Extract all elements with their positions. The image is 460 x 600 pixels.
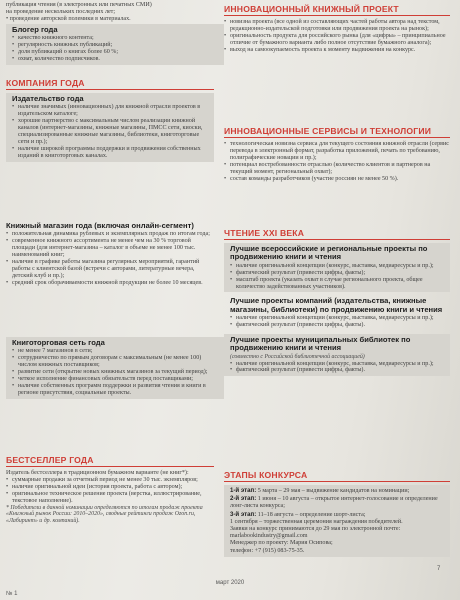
bestseller-section: [6, 455, 214, 525]
list-item: • не менее 7 магазинов в сети;: [12, 348, 220, 355]
list-item: • средний срок оборачиваемости книжной продукции не более 10 месяцев.: [6, 280, 214, 287]
list-item: • оригинальность продукта для российского рынка (для «цифры» – принципиальное отличие от бумажного варианта либо полное отсутствие бумажного аналога);: [224, 33, 450, 47]
bookstore-block: [6, 222, 214, 287]
issue-date: март 2020: [215, 580, 245, 586]
issue-number: № 1: [6, 591, 18, 597]
blogger-title: Блогер года: [12, 25, 58, 34]
list-item: • развитие сети (открытие новых книжных магазинов за текущий период);: [12, 369, 220, 376]
list-item: • качество книжного контента;: [12, 35, 220, 42]
bestseller-criteria: [6, 477, 214, 505]
companies-block: [224, 297, 450, 329]
list-item: • наличие оригинальной концепции (конкурс, выставка, медиаресурсы и пр.);: [230, 361, 446, 368]
stage-line: [230, 495, 446, 510]
list-item: • регулярность книжных публикаций;: [12, 42, 220, 49]
best-projects-block: [224, 243, 450, 292]
list-item: • наличие широкой программы поддержки и продвижения собственных изданий в книготорговых каналах.: [12, 146, 210, 160]
stages-block: [224, 485, 450, 557]
list-item: • суммарные продажи за отчетный период не менее 30 тыс. экземпляров;: [6, 477, 214, 484]
list-item: • современное книжного ассортимента не менее чем на 30 % торговой площади (для интернет-магазина – каталог в объеме не менее 100 тыс. наименований книг;: [6, 238, 214, 259]
innovation-project-criteria: [224, 19, 450, 54]
company-heading: КОМПАНИЯ ГОДА: [6, 78, 214, 90]
network-criteria: [12, 348, 220, 396]
reading-heading: ЧТЕНИЕ XXI ВЕКА: [224, 228, 450, 240]
list-item: • хорошие партнерство с максимальным числом реализации книжной каналов (интернет-магазины, книжные магазины, ПМСС сети, киоски, специализированные книжные магазины, библиотеки, книготорговые сети и пр.);: [12, 118, 210, 146]
stages-heading: ЭТАПЫ КОНКУРСА: [224, 470, 450, 482]
list-item: • наличие значимых (инновационных) для книжной отрасли проектов в издательском каталоге;: [12, 104, 210, 118]
bookstore-title: Книжный магазин года (включая онлайн-сегмент): [6, 221, 194, 230]
stage-label: 3-й этап:: [230, 510, 257, 518]
innovation-project-section: [224, 4, 450, 54]
list-item: • охват, количество подписчиков.: [12, 56, 220, 63]
list-item: • фактический результат (привести цифры, факты).: [230, 322, 446, 329]
bestseller-heading: БЕСТСЕЛЛЕР ГОДА: [6, 455, 214, 467]
submission-line: [230, 526, 446, 540]
stage-text: 5 марта – 29 мая – выдвижение кандидатов на номинации;: [256, 488, 410, 494]
innovation-services-heading: ИННОВАЦИОННЫЕ СЕРВИСЫ И ТЕХНОЛОГИИ: [224, 126, 450, 138]
companies-criteria: [230, 315, 446, 329]
list-item: • новизна проекта (все одной из составляющих частей работы автора над текстом, редакционно-издательской подготовки или продвижения проекта на рынок);: [224, 19, 450, 33]
bestseller-footnote: * Победители в данной номинации определяются по итогам продаж проекта «Книжный рынок России: 2010–2020», сводные рейтинги продаж Ozon.ru, «Лабиринт» и др. компаний).: [6, 504, 203, 524]
stage-text: 1 сентября – торжественная церемония награждения победителей.: [230, 518, 403, 525]
list-item: • наличие оригинальной идеи (история проекта, работа с автором);: [6, 484, 214, 491]
intro-line-2: на проведение нескольких последних лет;: [6, 8, 116, 15]
libraries-block: [224, 334, 450, 376]
list-item: • выход на самоокупаемость проекта к моменту выдвижения на конкурс.: [224, 47, 450, 54]
publisher-title: Издательство года: [12, 94, 84, 103]
blogger-criteria: [12, 35, 220, 63]
innovation-services-section: [224, 126, 450, 182]
list-item: • фактический результат (привести цифры, факты);: [230, 270, 446, 277]
innovation-services-criteria: [224, 141, 450, 182]
stage-label: 1-й этап:: [230, 487, 257, 494]
publisher-criteria: [12, 104, 210, 159]
stage-line: [230, 519, 446, 526]
stage-label: 2-й этап:: [230, 495, 257, 503]
list-item: • четкое исполнение финансовых обязательств перед поставщиками;: [12, 376, 220, 383]
bestseller-intro: Издатель бестселлера в традиционном бумажном варианте (не книг*):: [6, 470, 189, 476]
blogger-block: [6, 24, 224, 65]
list-item: • наличие собственных программ поддержки и развития чтения и книги в регионе присутствия, социальные проекты.: [12, 383, 220, 397]
list-item: • фактический результат (привести цифры, факты).: [230, 367, 446, 374]
list-item: • положительная динамика рублевых и экземплярных продаж по итогам года;: [6, 231, 214, 238]
intro-line-1: публикация чтения (в электронных или печатных СМИ): [6, 2, 152, 8]
reading-section: [224, 228, 450, 381]
manager-line: [230, 540, 446, 547]
stages-section: [224, 470, 450, 562]
stage-line: [230, 487, 446, 495]
stage-text: 1 июня – 10 августа – открытое интернет-голосование и определение лонг-листа конкурса;: [230, 496, 438, 510]
intro-line-3: • проведение авторской полемики в материалах.: [6, 15, 131, 22]
list-item: • потенциал востребованности отраслью (количество клиентов и партнеров на текущий момент, региональный охват);: [224, 162, 450, 176]
list-item: • наличие оригинальной концепции (конкурс, выставка, медиаресурсы и пр.);: [230, 263, 446, 270]
innovation-project-heading: ИННОВАЦИОННЫЙ КНИЖНЫЙ ПРОЕКТ: [224, 4, 450, 16]
best-projects-title: Лучшие всероссийские и региональные проекты по продвижению книги и чтения: [230, 244, 428, 262]
network-title: Книготорговая сеть года: [12, 338, 105, 347]
network-block: [6, 337, 224, 399]
list-item: • наличие оригинальной концепции (конкурс, выставка, медиаресурсы и пр.);: [230, 315, 446, 322]
best-projects-criteria: [230, 263, 446, 291]
intro-block: [6, 2, 214, 23]
publisher-block: [6, 93, 214, 162]
list-item: • оригинальное техническое решение проекта (верстка, иллюстрирование, текстовое наполнение).: [6, 491, 214, 505]
submission-text: Заявки на конкурс принимаются до 29 мая по электронной почте: marlabookindustry@gmail.com: [230, 526, 401, 540]
page-number: 7: [437, 566, 441, 572]
stage-line: [230, 511, 446, 519]
company-section: [6, 78, 214, 167]
manager-text: Менеджер по проекту: Мария Осипова;: [230, 540, 333, 547]
libraries-subtitle: (совместно с Российской библиотечной ассоциацией): [230, 353, 365, 360]
list-item: • сотрудничество по прямым договорам с максимальным (не менее 100) числом книжных поставщиков;: [12, 355, 220, 369]
stage-text: 11–18 августа – определение шорт-листа;: [256, 511, 366, 518]
phone-line: [230, 548, 446, 555]
list-item: • масштаб проекта (указать охват в случае регионального проекта, общее количество задействованных участников).: [230, 277, 446, 291]
libraries-criteria: [230, 361, 446, 375]
list-item: • доля публикаций о книгах более 60 %;: [12, 49, 220, 56]
list-item: • технологическая новизна сервиса для текущего состояния книжной отрасли (сервис перевода в электронный формат, разработка приложений, печать по требованию, полиграфические новации и пр.);: [224, 141, 450, 162]
bookstore-criteria: [6, 231, 214, 286]
companies-title: Лучшие проекты компаний (издательства, книжные магазины, библиотеки) по продвижению книги и чтения: [230, 296, 443, 314]
libraries-title: Лучшие проекты муниципальных библиотек по продвижению книги и чтения: [230, 335, 411, 353]
list-item: • состав команды разработчиков (участие россиян не менее 50 %).: [224, 176, 450, 183]
list-item: • наличие в графике работы магазина регулярных мероприятий, гарантий работы с клиентской базой (встречи с авторами, литературные вечера, детский клуб и пр.);: [6, 259, 214, 280]
phone-text: телефон: +7 (915) 083-75-35.: [230, 547, 305, 554]
